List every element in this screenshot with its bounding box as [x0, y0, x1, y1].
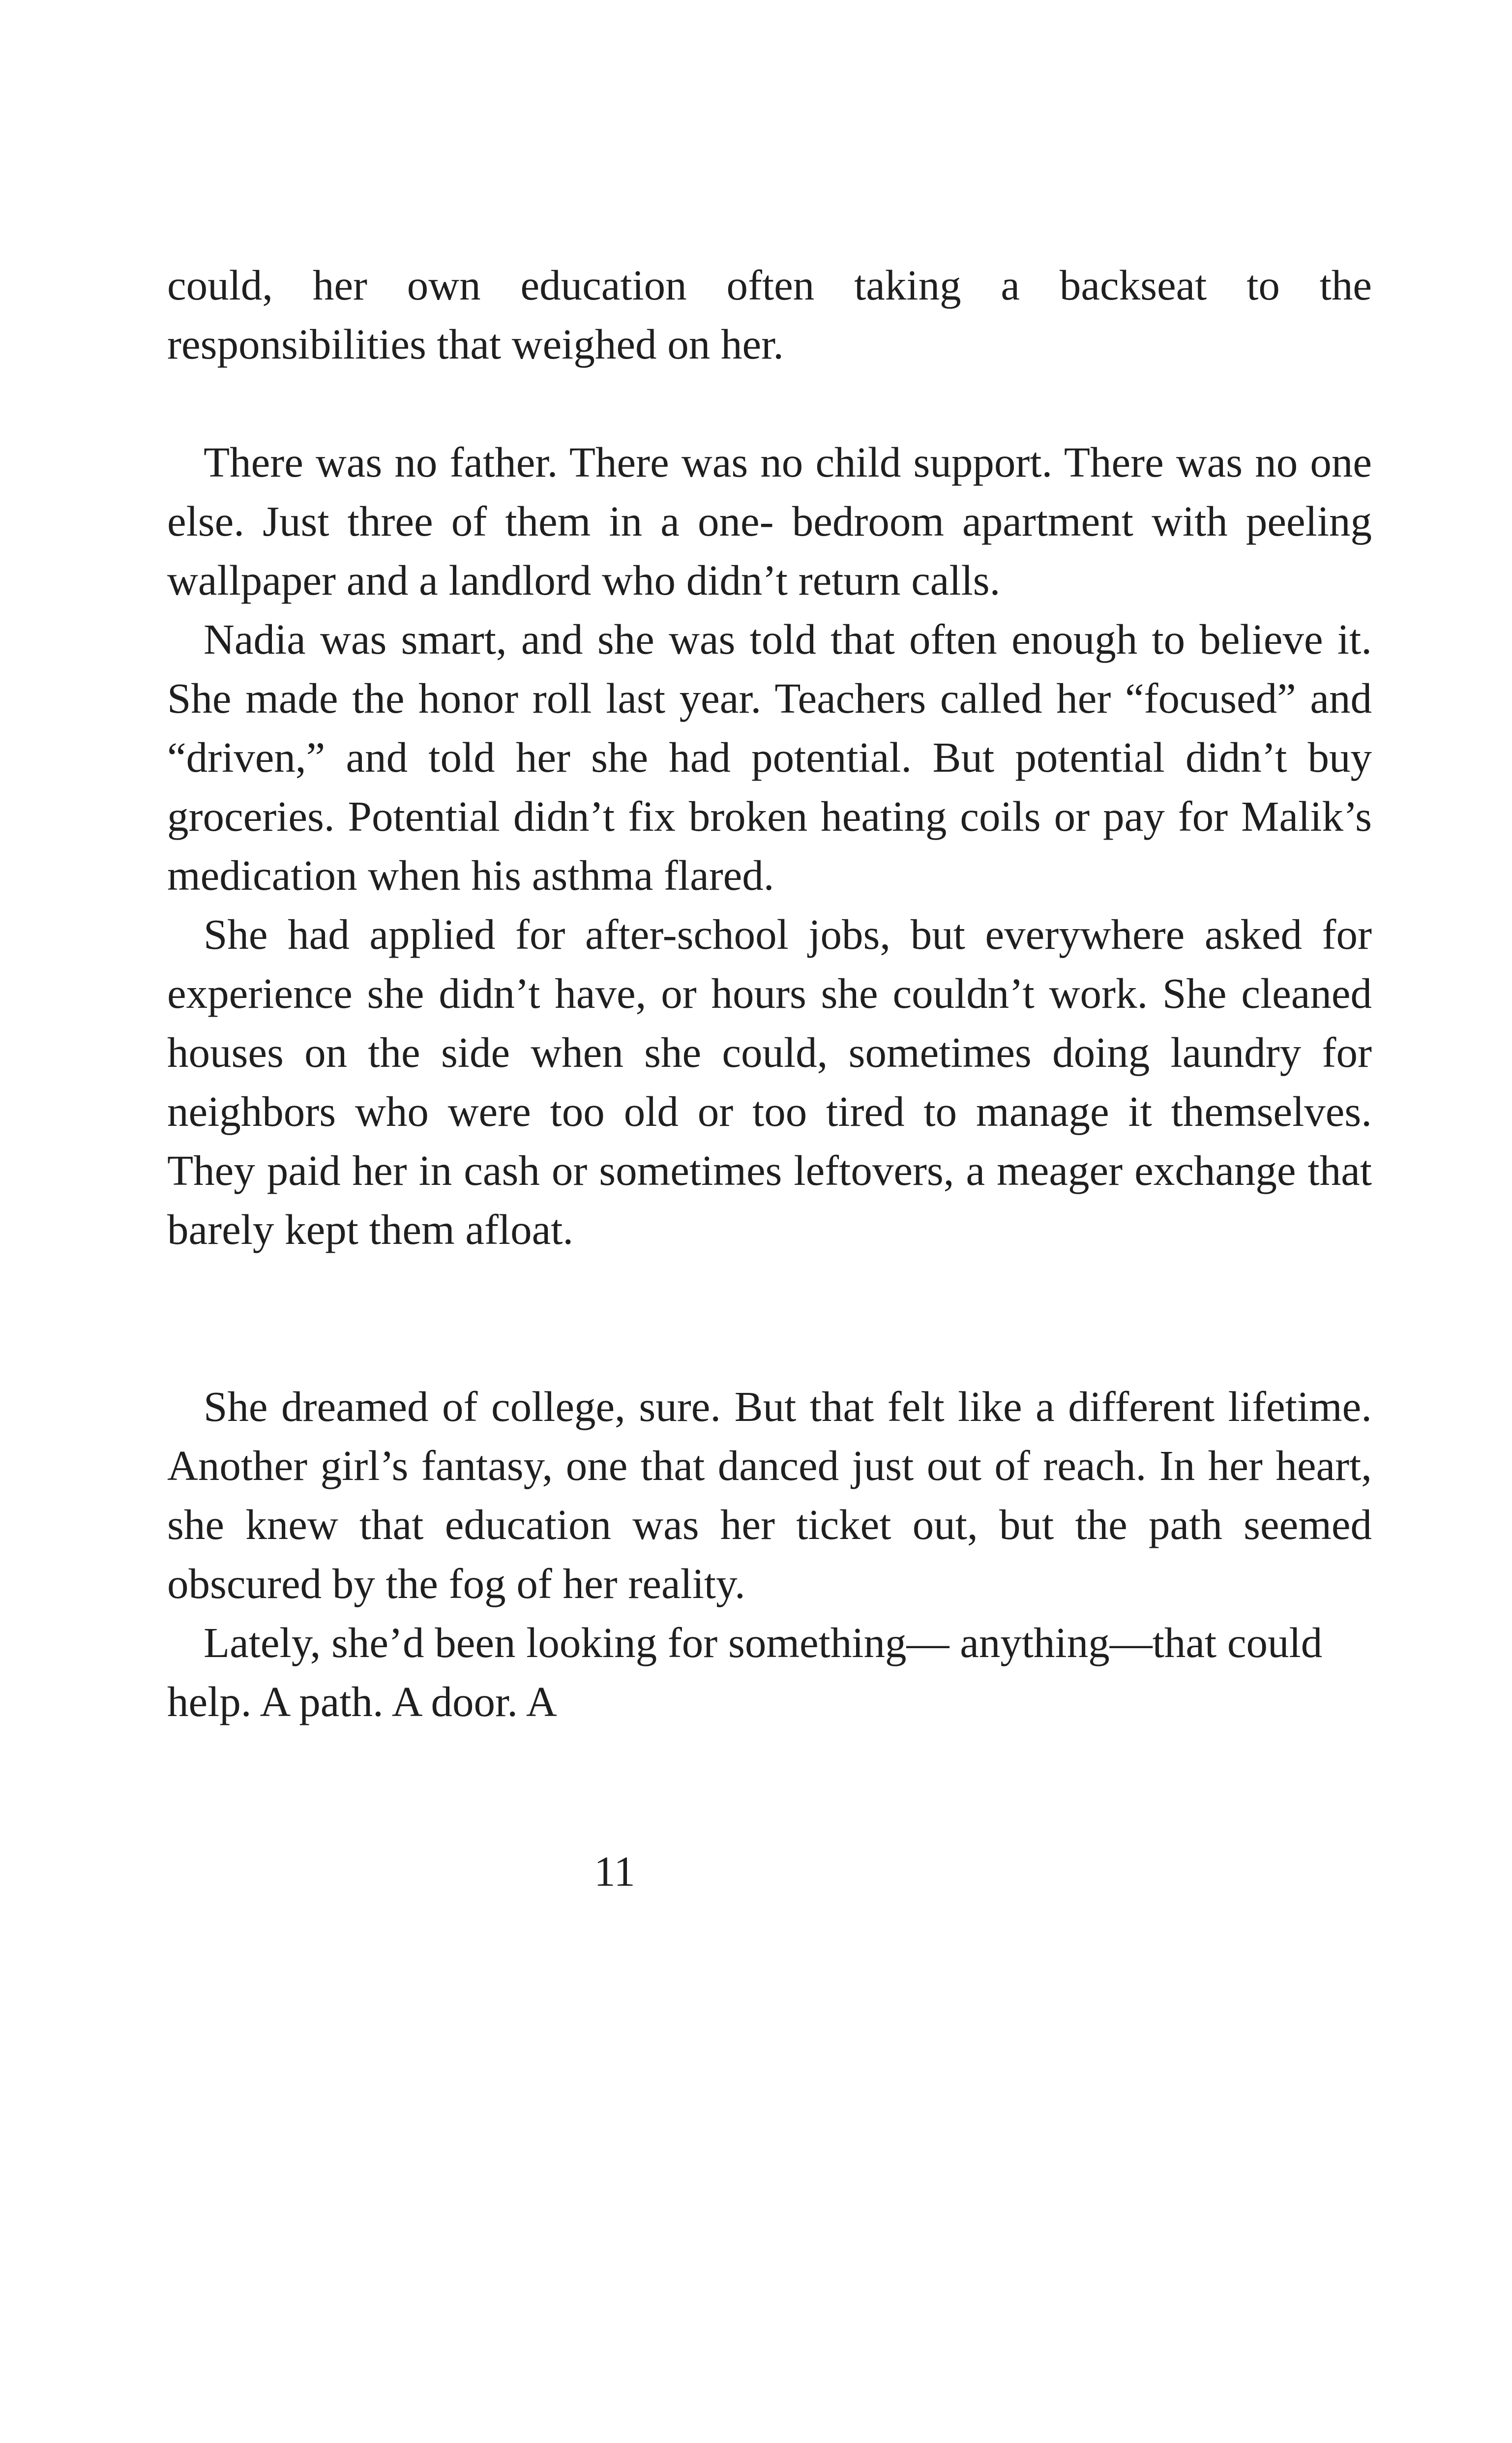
- page-number: 11: [594, 1847, 635, 1895]
- text-block-middle: [167, 433, 1372, 1259]
- text-block-top: [167, 256, 1372, 374]
- text-block-bottom: [167, 1377, 1372, 1731]
- paragraph-nadia-smart: Nadia was smart, and she was told that often enough to believe it. She made the honor roll last year. Teachers called her “focused” and “driven,” and told her she had potential. But potential didn’t buy groceries. Potential didn’t fix broken heating coils or pay for Malik’s medication when his asthma flared.: [167, 615, 1372, 899]
- paragraph-after-school-jobs: She had applied for after-school jobs, but everywhere asked for experience she didn’t have, or hours she couldn’t work. She cleaned houses on the side when she could, sometimes doing laundry for neighbors who were too old or too tired to manage it themselves. They paid her in cash or sometimes leftovers, a meager exchange that barely kept them afloat.: [167, 910, 1372, 1253]
- paragraph-continuation: could, her own education often taking a backseat to the responsibilities that weighed on her.: [167, 261, 1372, 368]
- paragraph-lately: Lately, she’d been looking for something— anything—that could help. A path. A door. A: [167, 1619, 1323, 1725]
- paragraph-no-father: There was no father. There was no child support. There was no one else. Just three of them in a one- bedroom apartment with peeling wallpaper and a landlord who didn’t return calls.: [167, 438, 1372, 604]
- paragraph-dreamed-of-college: She dreamed of college, sure. But that felt like a different lifetime. Another girl’s fantasy, one that danced just out of reach. In her heart, she knew that education was her ticket out, but the path seemed obscured by the fog of her reality.: [167, 1383, 1372, 1607]
